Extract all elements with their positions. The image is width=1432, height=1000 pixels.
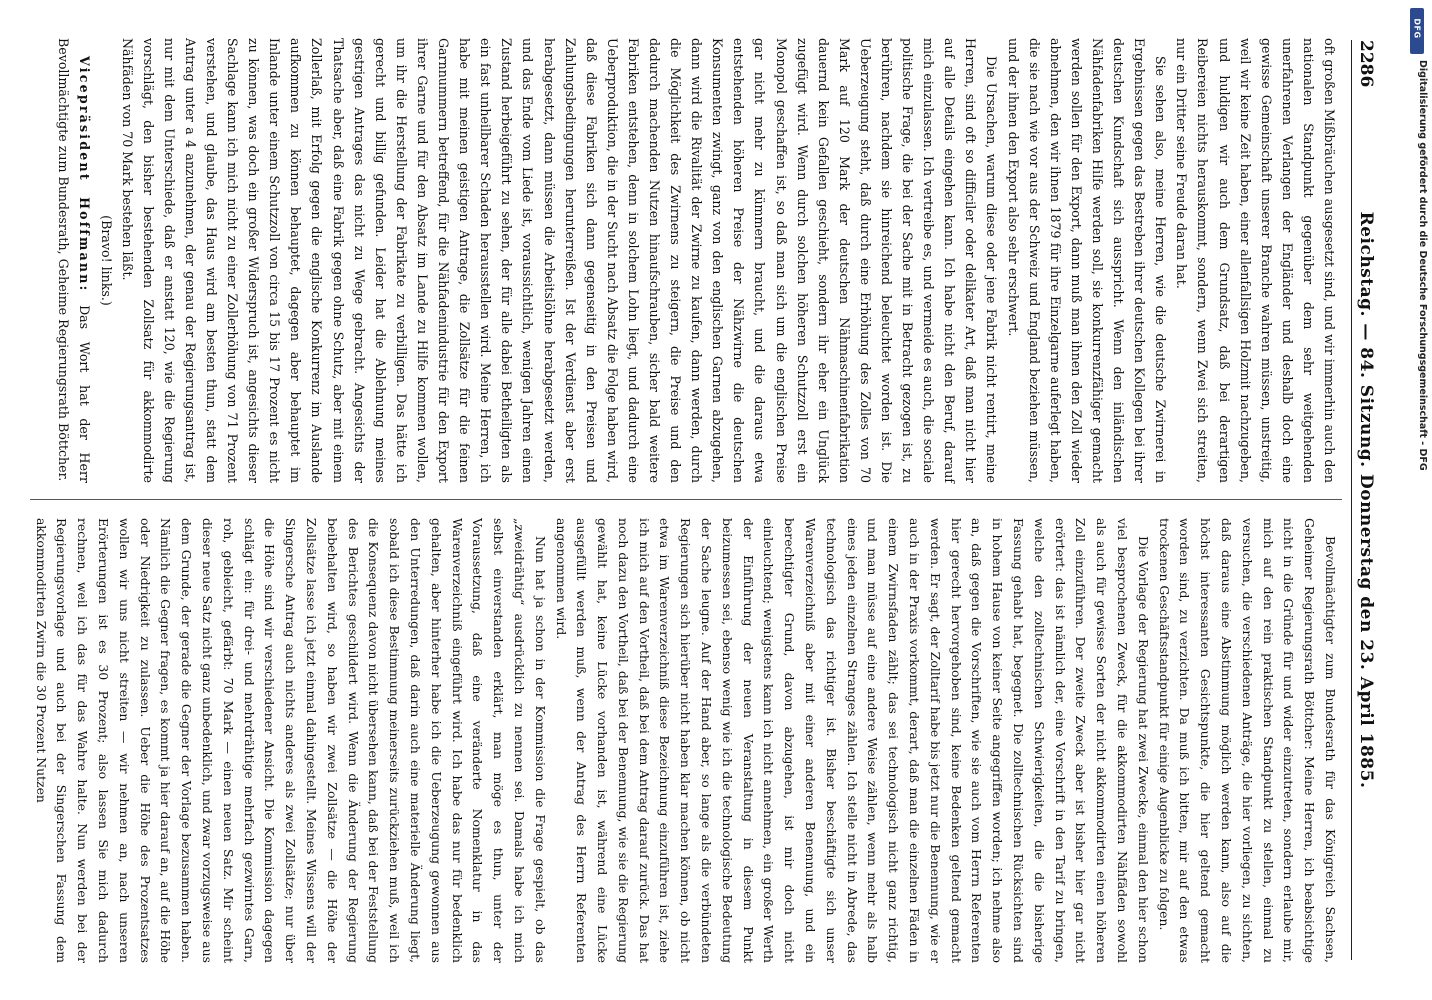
paragraph: Sie sehen also, meine Herren, wie die deutsche Zwirnerei in Ergebnissen gegen das Bestreben ihrer deutschen Kollegen bei ihrer deutschen Kundschaft sich ausspricht. Wenn den inländischen Nähfadenfabriken Hilfe werden soll, sie konkurrenzfähiger gemacht werden sollen für den Export, dann muß man ihnen den Zoll wieder abnehmen, den wir ihnen 1879 für ihre Einzelgarne auferlegt haben, die sie nach wie vor aus der Schweiz und England beziehen müssen, und der ihnen den Export also sehr erschwert. [1005,38,1169,483]
applause-note: (Bravo! links.) [98,215,114,306]
speaker-name: Vicepräsident Hoffmann: [77,56,93,293]
page-title: Reichstag. — 84. Sitzung. Donnerstag den 23. April 1885. [1356,211,1376,789]
speaker-text: Das Wort hat der Herr Bevollmächtigte zum Bundesrath, Geheime Regierungsrath Böttcher. [56,38,93,483]
paragraph: Bevollmächtigter zum Bundesrath für das Königreich Sachsen, Geheimer Regierungsrath Böttcher: Meine Herren, ich beabsichtige nicht in die Gründe für und wider einzutreten, sondern erlaube mir, mich auf den rein praktischen Standpunkt zu stellen, einmal zu versuchen, die verschiedenen Anträge, die hier vorliegen, zu sichten, daß daraus eine Abstimmung möglich werden kann, also auf die höchst interessanten Gesichtspunkte, die hier geltend gemacht worden sind, zu verzichten. Da muß ich bitten, mir auf den etwas trockenen Geschäftsstandpunkt für einige Augenblicke zu folgen. [1156,518,1338,963]
paragraph: Die Vorlage der Regierung hat zwei Zwecke, einmal den hier schon viel besprochenen Zweck, für die akkommodirten Nähfäden sowohl als auch für gewisse Sorten der nicht akkommodirten einen höheren Zoll einzuführen. Der zweite Zweck aber ist bisher hier gar nicht erörtert: das ist nämlich der, eine Vorschrift in den Tarif zu bringen, welche den zolltechnischen Schwierigkeiten, die die bisherige Fassung gehabt hat, begegnet. Die zolltechnischen Rücksichten sind in hohem Hause von keiner Seite angegriffen worden; ich nehme also an, daß gegen die Vorschriften, wie sie auch vom Herrn Referenten hier gerecht hervorgehoben sind, keine Bedenken geltend gemacht werden. Er sagt, der Zolltarif habe bis jetzt nur die Benennung, wie er auch in der Praxis vorkommt, derart, daß man die einzelnen Fäden in einem Zwirnsfaden zählt; das sei technologisch nicht ganz richtig, und man müsse auf eine andere Weise zählen, wenn mehr als halb eines jeden einzelnen Stranges zählen. Ich stelle nicht in Abrede, das technologisch das richtiger ist. Bisher beschäftigte sich unser Warenverzeichniß aber mit einer anderen Benennung, und ein berechtigter Grund, davon abzugehen, ist mir doch nicht einleuchtend; wenigstens kann ich nicht annehmen, ein großer Werth der Einführung der neuen Veranstaltung in diesem Punkt beizumessen sei, ebenso wenig wie ich die technologische Bedeutung der Sache leugne. Auf der Hand aber, so lange als die verbündeten Regierungen sich hierüber nicht haben klar machen können, ob nicht etwa im Warenverzeichniß diese Bezeichnung einzuführen ist, ziehe ich mich auf den Vortheil, daß bei dem Antrag darauf zurück. Das hat noch dazu den Vortheil, daß bei der Benennung, wie sie die Regierung gewählt hat, keine Lücke vorhanden ist, während eine Lücke ausgefüllt werden muß, wenn der Antrag des Herrn Referenten angenommen wird. [553,518,1151,963]
page-number: 2286 [1356,40,1376,88]
dfg-credit-text: Digitalisierung gefördert durch die Deutsche Forschungsgemeinschaft - DFG [1417,60,1428,471]
left-column [53,38,1340,483]
running-head [1351,40,1378,960]
paragraph: oft großen Mißbräuchen ausgesetzt sind, und wir immerhin auch den nationalen Standpunkt gegenüber dem sehr weitgehenden unerfahrenen Verlangen der Engländer und deshalb doch eine gewisse Gemeinschaft unserer Branche wahren müssen, unstreitig, weil wir keine Zeit haben, einer allenfallsigen Holzmit nachzugeben, und huldigen wir auch dem Grundsatz, daß bei derartigen Reibereien nichts herauskommt, sondern, wenn Zwei sich streiten, nur ein Dritter seine Freude daran hat. [1174,38,1337,483]
paragraph: Die Ursachen, warum diese oder jene Fabrik nicht rentirt, meine Herren, sind oft so difficiler oder delikater Art, daß man nicht hier auf alle Details eingehen kann. Ich habe nicht den Beruf, darauf mich einzulassen. Ich vertreibe es, und vermeide es auch, die sociale politische Frage, die bei der Sache mit in Betracht gezogen ist, zu berühren, nachdem sie hinreichend beleuchtet worden ist. Die Ueberzeugung steht, daß durch eine Erhöhung des Zolles von 70 Mark auf 120 Mark der deutschen Nähmaschinenfabrikation dauernd kein Gefallen geschieht, sondern ihr eher ein Unglück zugefügt wird. Wenn durch solchen höheren Schutzzoll erst ein Monopol geschaffen ist, so daß man sich um die englischen Preise gar nicht mehr zu kümmern braucht, und die daraus etwa entstehenden höheren Preise der Nähzwirne die deutschen Konsumenten zwingt, ganz von den englischen Garnen abzugehen, dann wird die Rivalität der Zwirne zu kaufen, dann werden, durch die Möglichkeit des Zwirnens zu steigern, die Preise und den dadurch machenden Nutzen hinaufschrauben, sicher bald weitere Fabriken entstehen, denn in solchem Lohn liegt, und dadurch eine Ueberproduktion, die in der Sucht nach Absatz die Folge haben wird, daß diese Fabriken sich dann gegenseitig in den Preisen und Zahlungsbedingungen herunterreißen. Ist der Verdienst aber erst herabgesetzt, dann müssen die Arbeitslöhne herabgesetzt werden, und das Ende vom Liede ist, voraussichtlich, wenigen Jahren einen Zustand herbeigeführt zu sehen, der für alle dabei Betheiligten als ein fast unheilbarer Schaden herausstellen wird. Meine Herren, ich habe mit meinen geistigen Antrage, die Zollsätze für die feinen Garnnummern betreffend, für die Nähfadenindustrie für den Export ihrer Garne und für den Absatz im Lande zu Hilfe kommen wollen, um ihr die Herstellung der Fabrikate zu verbilligen. Das hätte ich gerecht und billig gefunden. Leider hat die Ablehnung meines gestrigen Antrages das nicht zu Wege gebracht. Angesichts der Thatsache aber, daß eine Fabrik gegen ohne Schutz, aber mit einem Zollerlaß, mit Erfolg gegen die englische Konkurrenz im Auslande aufkommen zu können behauptet, dagegen aber behauptet im Inlande unter einem Schutzzoll von circa 15 bis 17 Prozent es nicht zu können, was doch ein großer Widerspruch ist, angesichts dieser Sachlage kann ich mich nicht zu einer Zollerhöhung von 71 Prozent verstehen, und glaube, das Haus wird am besten thun, statt dem Antrag unter a 4 anzunehmen, der genau der Regierungsantrag ist, nur mit dem Unterschiede, daß er anstatt 120, wie die Regierung vorschlägt, den bisher bestehenden Zollsatz für akkommodirte Nähfäden von 70 Mark bestehen läßt. [119,38,1000,483]
dfg-logo: DFG [1410,8,1424,54]
paragraph: Nun hat ja schon in der Kommission die Frage gespielt, ob das „zweidrähtig“ ausdrücklich zu nennen sei. Damals habe ich mich selbst einverstanden erklärt, man möge es thun, unter der Voraussetzung, daß eine veränderte Nomenklatur in das Warenverzeichniß eingeführt wird. Ich habe das nur für bedenklich gehalten, aber hinterher habe ich die Ueberzeugung gewonnen aus den Unterredungen, daß darin auch eine materielle Änderung liegt, sobald ich diese Bestimmung meinerseits zurückziehen muß, weil ich die Konsequenz davon nicht übersehen kann, daß bei der Feststellung des Berichtes geschildert wird. Wenn die Änderung der Regierung beibehalten wird, so haben wir zwei Zollsätze — die Höhe der Zollsätze lasse ich jetzt einmal dahingestellt. Meines Wissens will der Singersche Antrag auch nichts anderes als zwei Zollsätze; nur über die Höhe sind wir verschiedener Ansicht. Die Kommission dagegen schlägt ein: für drei- und mehrdrähtige mehrfach gezwirntes Garn, roh, gebleicht, gefärbt: 70 Mark — einen neuen Satz. Mir scheint dieser neue Satz nicht ganz unbedenklich, und zwar vorzugsweise aus dem Grunde, der gerade die Gegner der Vorlage bezusammen haben. Nämlich die Gegner fragen, es kommt ja hier darauf an, auf die Höhe oder Niedrigkeit zu zulassen. Ueber die Höhe des Prozentsatzes wollen wir uns nicht streiten — wir nehmen an, nach unseren Erörterungen ist es 30 Prozent; also lassen Sie mich dadurch rechnen, weil ich das für das Wahre halte. Nun werden bei der Regierungsvorlage und auch bei der Singerschen Fassung dem akkommodirten Zwirn die 30 Prozent Nutzen [33,518,548,963]
dfg-credit [1400,0,1432,1000]
column-divider [30,499,1342,500]
speaker-paragraph [53,38,95,483]
right-column [30,518,1340,963]
